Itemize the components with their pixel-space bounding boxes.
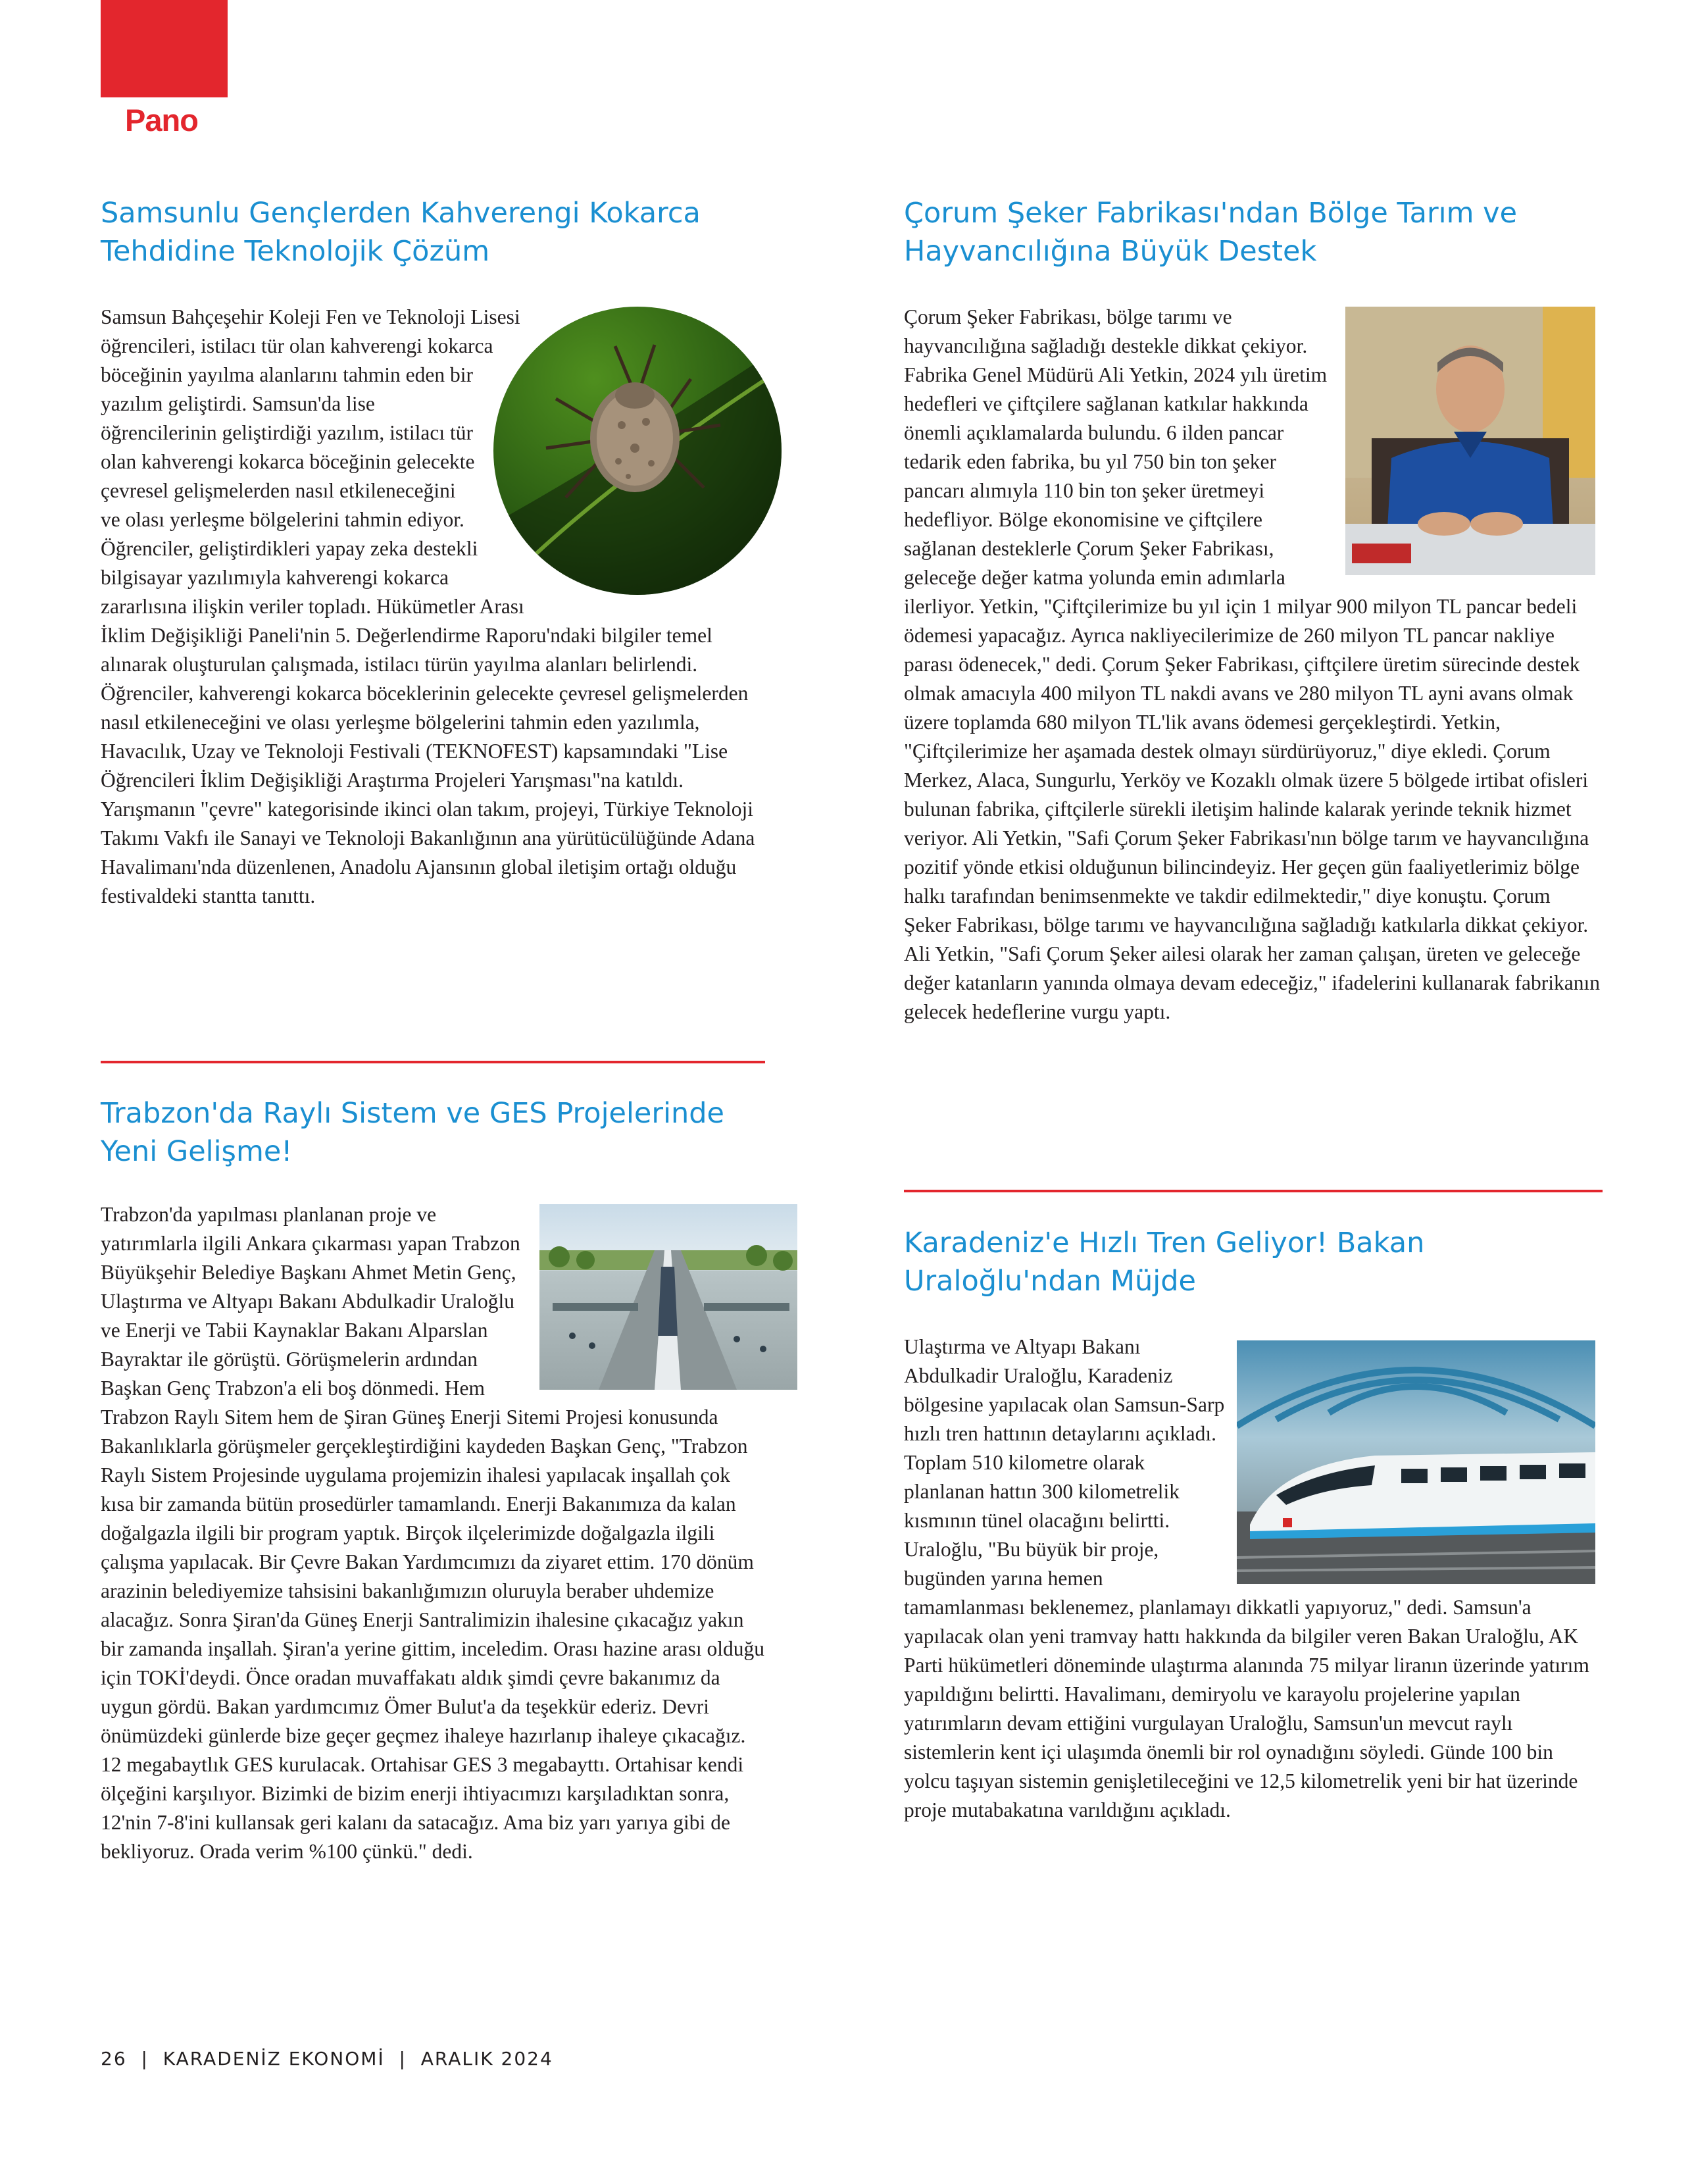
article-2-body: Trabzon'da yapılması planlanan proje ve yatırımlarla ilgili Ankara çıkarması yapan Trabzon Büyükşehir Belediye Başkanı Ahmet Metin Genç, Ulaştırma ve Altyapı Bakanı Abdulkadir Uraloğlu ve Enerji ve Tabii Kaynaklar Bakanı Alparslan Bayraktar ile görüştü. Görüşmelerin ardından Başkan Genç Trabzon'a eli boş dönmedi. Hem Trabzon Raylı Sitem hem de Şiran Güneş Enerji Sitemi Projesi konusunda Bakanlıklarla görüşmeler gerçekleştirdiğini kaydeden Başkan Genç, "Trabzon Raylı Sistem Projesinde uygulama projemizin ihalesi yapılacak inşallah çok kısa bir zamanda bütün prosedürler tamamlandı. Enerji Bakanımıza da kalan doğalgazla ilgili bir program yaptık. Birçok ilçelerimizde doğalgazla ilgili çalışma yapılacak. Bir Çevre Bakan Yardımcımızı da ziyaret ettim. 170 dönüm arazinin belediyemize tahsisini bakanlığımızın oluruyla beraber uhdemize alacağız. Sonra Şiran'da Güneş Enerji Santralimizin ihalesine çıkacağız yakın bir zamanda inşallah. Şiran'a yerine gittim, inceledim. Orası hazine arası olduğu için TOKİ'deydi. Önce oradan muvaffakatı aldık şimdi çevre bakanımız da uygun gördü. Bakan yardımcımız Ömer Bulut'a da teşekkür ederiz. Devri önümüzdeki günlerde bize geçer geçmez ihaleye hazırlanıp ihaleye çıkacağız. 12 megabaytlık GES kurulacak. Ortahisar GES 3 megabayttı. Ortahisar kendi ölçeğini karşılıyor. Bizimki de bizim enerji ihtiyacımızı karşıladıktan sonra, 12'nin 7-8'ini kullansak geri kalanı da satacağız. Ama biz yarı yarıya gibi de bekliyoruz. Orada verim %100 çünkü." dedi. — [101, 1200, 766, 1866]
article-2-headline: Trabzon'da Raylı Sistem ve GES Projelerinde Yeni Gelişme! — [101, 1097, 725, 1168]
photo-wrap-spacer — [1332, 303, 1601, 579]
page-footer — [101, 2048, 553, 2070]
article-3-body: Çorum Şeker Fabrikası, bölge tarımı ve hayvancılığına sağladığı destekle dikkat çekiyor. Fabrika Genel Müdürü Ali Yetkin, 2024 yılı üretim hedefleri ve çiftçilere sağlanan katkılar hakkında önemli açıklamalarda bulundu. 6 ilden pancar tedarik eden fabrika, bu yıl 750 bin ton şeker pancarı alımıyla 110 bin ton şeker üretmeyi hedefliyor. Bölge ekonomisine ve çiftçilere sağlanan desteklerle Çorum Şeker Fabrikası, geleceğe değer katma yolunda emin adımlarla ilerliyor. Yetkin, "Çiftçilerimize bu yıl için 1 milyar 900 milyon TL pancar bedeli ödemesi yapacağız. Ayrıca nakliyecilerimize de 260 milyon TL pancar nakliye parası ödenecek," dedi. Çorum Şeker Fabrikası, çiftçilere üretim sürecinde destek olmak amacıyla 400 milyon TL nakdi avans ve 280 milyon TL ayni avans olmak üzere toplamda 680 milyon TL'lik avans ödemesi gerçekleştirdi. Yetkin, "Çiftçilerimize her aşamada destek olmayı sürdürüyoruz," diye ekledi. Çorum Merkez, Alaca, Sungurlu, Yerköy ve Kozaklı olmak üzere 5 bölgede irtibat ofisleri bulunan fabrika, çiftçilerle sürekli iletişim halinde kalarak yerinde teknik hizmet veriyor. Ali Yetkin, "Safi Çorum Şeker Fabrikası'nın bölge tarım ve hayvancılığına pozitif yönde etkisi olduğunun bilincindeyiz. Her geçen gün faaliyetlerimiz bölge halkı tarafından benimsenmekte ve takdir edilmektedir," diye konuştu. Çorum Şeker Fabrikası, bölge tarımı ve hayvancılığına sağladığı katkılarla dikkat çekiyor. Ali Yetkin, "Safi Çorum Şeker ailesi olarak her zaman çalışan, üreten ve geleceğe değer katanların yanında olmaya devam edeceğiz," ifadelerini kullanarak fabrikanın gelecek hedeflerine vurgu yaptı. — [904, 303, 1601, 1027]
photo-wrap-spacer — [1226, 1333, 1601, 1589]
article-1-headline: Samsunlu Gençlerden Kahverengi Kokarca Tehdidine Teknolojik Çözüm — [101, 197, 701, 268]
photo-wrap-spacer — [523, 1200, 766, 1398]
divider-rule — [904, 1190, 1603, 1192]
page-number: 26 — [101, 2048, 127, 2070]
footer-separator: | — [141, 2048, 149, 2070]
article-3-headline: Çorum Şeker Fabrikası'ndan Bölge Tarım ve Hayvancılığına Büyük Destek — [904, 197, 1518, 268]
article-1-body: Samsun Bahçeşehir Koleji Fen ve Teknoloji Lisesi öğrencileri, istilacı tür olan kahverengi kokarca böceğinin yayılma alanlarını tahmin eden bir yazılım geliştirdi. Samsun'da lise öğrencilerinin geliştirdiği yazılım, istilacı tür olan kahverengi kokarca böceğinin gelecekte çevresel gelişmelerden nasıl etkileneceğini ve olası yerleşme bölgelerini tahmin ediyor. Öğrenciler, geliştirdikleri yapay zeka destekli bilgisayar yazılımıyla kahverengi kokarca zararlısına ilişkin veriler topladı. Hükümetler Arası İklim Değişikliği Paneli'nin 5. Değerlendirme Raporu'ndaki bilgiler temel alınarak oluşturulan çalışmada, istilacı türün yayılma alanları belirlendi. Öğrenciler, kahverengi kokarca böceklerinin gelecekte çevresel gelişmelerden nasıl etkileneceğini ve olası yerleşme bölgelerini tahmin eden yazılımla, Havacılık, Uzay ve Teknoloji Festivali (TEKNOFEST) kapsamındaki "Lise Öğrencileri İklim Değişikliği Araştırma Projeleri Yarışması"na katıldı. Yarışmanın "çevre" kategorisinde ikinci olan takım, projeyi, Türkiye Teknoloji Takımı Vakfı ile Sanayi ve Teknoloji Bakanlığının ana yürütücülüğünde Adana Havalimanı'nda düzenlenen, Anadolu Ajansının global iletişim ortağı olduğu festivaldeki stantta tanıttı. — [101, 303, 766, 911]
footer-separator: | — [399, 2048, 407, 2070]
section-label: Pano — [125, 103, 198, 138]
issue-date: ARALIK 2024 — [420, 2048, 553, 2070]
photo-wrap-spacer — [477, 303, 766, 615]
section-color-tab — [101, 0, 228, 97]
article-4-body: Ulaştırma ve Altyapı Bakanı Abdulkadir Uraloğlu, Karadeniz bölgesine yapılacak olan Samsun-Sarp hızlı tren hattının detaylarını açıkladı. Toplam 510 kilometre olarak planlanan hattın 300 kilometrelik kısmının tünel olacağını belirtti. Uraloğlu, "Bu büyük bir proje, bugünden yarına hemen tamamlanması beklenemez, planlamayı dikkatli yapıyoruz," dedi. Samsun'a yapılacak olan yeni tramvay hattı hakkında da bilgiler veren Bakan Uraloğlu, AK Parti hükümetleri döneminde ulaştırma alanında 75 milyar liranın üzerinde yatırım yapıldığını belirtti. Havalimanı, demiryolu ve karayolu projelerine yapılan yatırımların devam ettiğini vurgulayan Uraloğlu, Samsun'un mevcut raylı sistemlerin kent içi ulaşımda önemli bir rol oynadığını söyledi. Günde 100 bin yolcu taşıyan sistemin genişletileceğini ve 12,5 kilometrelik yeni bir hat üzerinde proje mutabakatına varıldığını açıkladı. — [904, 1333, 1601, 1825]
article-4-headline: Karadeniz'e Hızlı Tren Geliyor! Bakan Uraloğlu'ndan Müjde — [904, 1227, 1425, 1298]
magazine-name: KARADENİZ EKONOMİ — [162, 2048, 385, 2070]
divider-rule — [101, 1061, 765, 1063]
